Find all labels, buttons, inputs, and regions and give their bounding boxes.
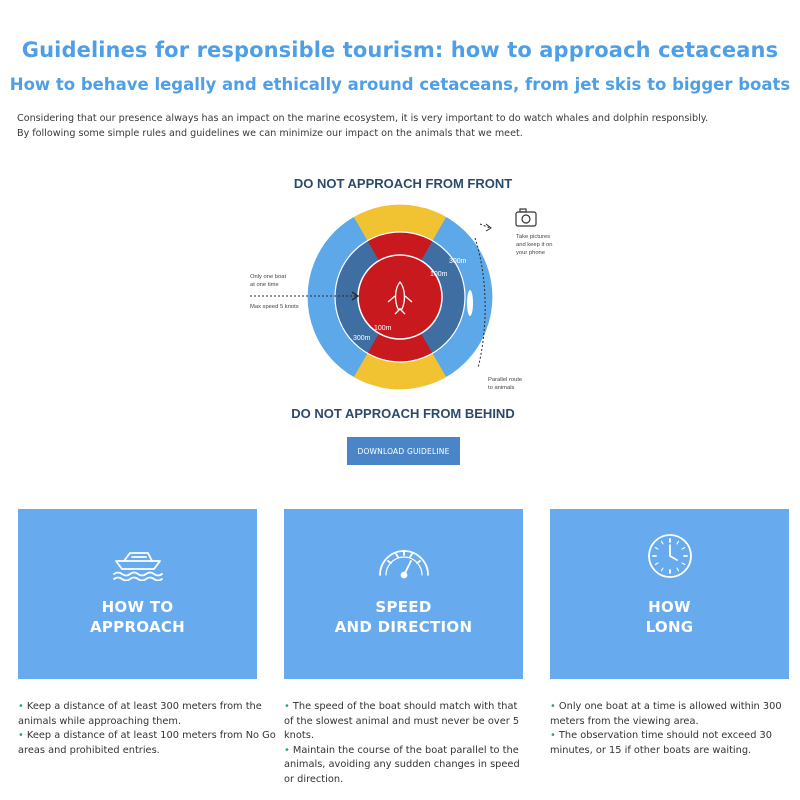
card-title: [90, 597, 185, 637]
notes-how-to-approach: [18, 700, 280, 758]
card-how-to-approach: [18, 509, 257, 679]
boat-marker: [467, 290, 473, 316]
note-item: • Keep a distance of at least 100 meters from No Go areas and prohibited entries.: [18, 730, 276, 756]
label-100m-bottom: 100m: [374, 325, 392, 332]
note-item: • Maintain the course of the boat parallel to the animals, avoiding any sudden changes in speed or direction.: [284, 744, 520, 785]
card-how-long: [550, 509, 789, 679]
card-title: [335, 597, 473, 637]
intro-text: [17, 111, 792, 141]
card-title-line-1: HOW TO: [101, 598, 174, 616]
note-item: • The speed of the boat should match with that of the slowest animal and must never be over 5 knots.: [284, 701, 520, 742]
left-note-1: Only one boat: [250, 274, 287, 280]
notes-speed-and-direction: [284, 700, 524, 788]
intro-line-2: By following some simple rules and guidelines we can minimize our impact on the animals that we meet.: [17, 128, 523, 139]
approach-diagram: [240, 168, 560, 426]
page-subtitle: How to behave legally and ethically around cetaceans, from jet skis to bigger boats: [9, 75, 791, 94]
card-speed-and-direction: [284, 509, 523, 679]
note-item: • Keep a distance of at least 300 meters from the animals while approaching them.: [18, 701, 262, 727]
right-top-note-1: Take pictures: [516, 234, 551, 240]
diagram-bottom-label: DO NOT APPROACH FROM BEHIND: [291, 406, 515, 421]
right-top-note-3: your phone: [516, 250, 546, 256]
right-bottom-note-2: to animals: [488, 385, 515, 391]
card-title-line-1: HOW: [648, 598, 691, 616]
boat-icon: [110, 531, 166, 581]
right-bottom-note-1: Parallel route: [488, 377, 523, 383]
left-note-3: Max speed 5 knots: [250, 304, 299, 310]
card-title-line-2: AND DIRECTION: [334, 618, 473, 636]
bullet-icon: •: [18, 701, 24, 712]
bullet-icon: •: [284, 701, 290, 712]
label-100m-top: 100m: [430, 271, 448, 278]
page-title: Guidelines for responsible tourism: how to approach cetaceans: [21, 38, 779, 62]
card-title-line-2: LONG: [645, 618, 694, 636]
label-300m-bottom: 300m: [353, 335, 371, 342]
note-item: • The observation time should not exceed 30 minutes, or 15 if other boats are waiting.: [550, 730, 772, 756]
download-guideline-button[interactable]: DOWNLOAD GUIDELINE: [347, 437, 460, 465]
intro-line-1: Considering that our presence always has an impact on the marine ecosystem, it is very important to do watch whales and dolphin responsibly.: [17, 113, 709, 124]
label-300m-top: 300m: [449, 258, 467, 265]
bullet-icon: •: [284, 744, 290, 756]
bullet-icon: •: [18, 730, 24, 742]
diagram-top-label: DO NOT APPROACH FROM FRONT: [293, 176, 513, 191]
speedometer-icon: [374, 531, 434, 581]
notes-how-long: [550, 700, 790, 758]
bullet-icon: •: [550, 701, 556, 712]
note-item: • Only one boat at a time is allowed within 300 meters from the viewing area.: [550, 701, 782, 727]
clock-icon: [645, 531, 695, 581]
card-title-line-1: SPEED: [375, 598, 432, 616]
camera-icon: [516, 209, 536, 226]
right-top-note-2: and keep it on: [516, 242, 553, 248]
bullet-icon: •: [550, 730, 556, 742]
left-note-2: at one time: [250, 282, 279, 288]
inner-zone-100m: [358, 255, 442, 339]
card-title: [646, 597, 694, 637]
card-title-line-2: APPROACH: [89, 618, 186, 636]
